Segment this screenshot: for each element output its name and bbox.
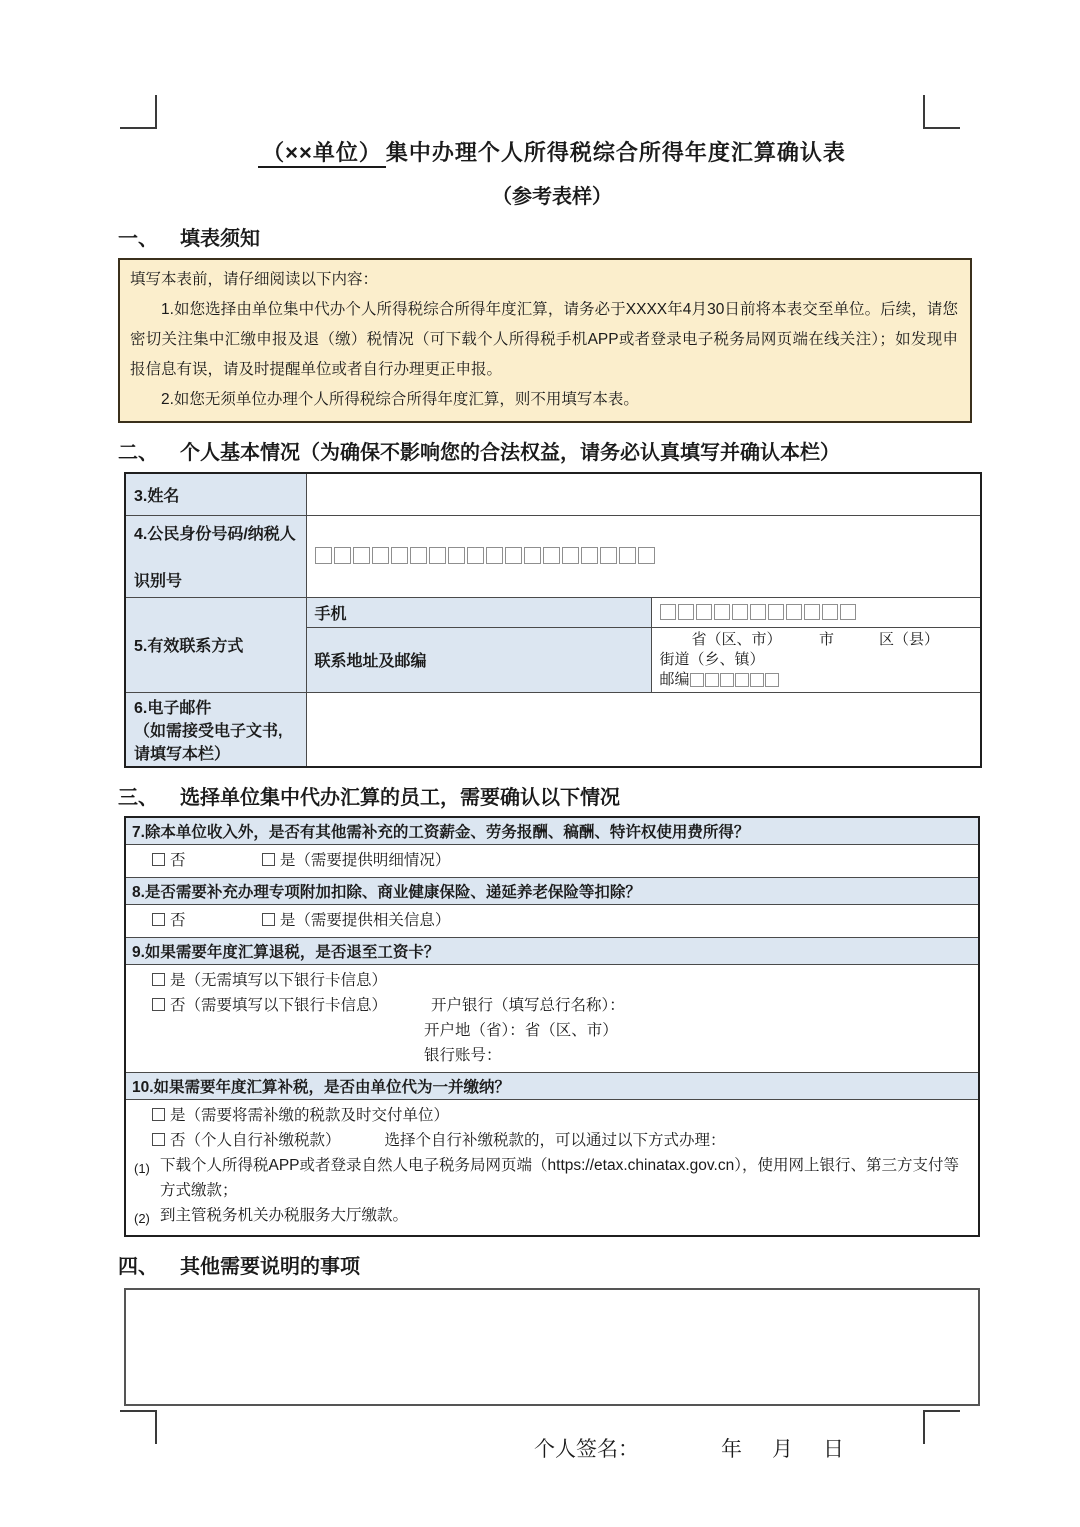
id-number-label-line2: 识别号 [134,573,183,590]
id-number-label-line1: 4.公民身份号码/纳税人 [134,526,296,543]
notice-box [118,258,972,423]
pay-method-2-number: (2) [134,1210,150,1226]
option-label: 是（需要提供明细情况） [279,851,451,869]
pay-method-1 [134,1153,978,1203]
postcode-digit-boxes [690,671,780,688]
id-digit-box[interactable] [505,547,522,564]
question-7-option-yes[interactable] [262,852,451,869]
mobile-digit-box[interactable] [696,604,712,620]
table-row [125,515,981,597]
notice-intro: 填写本表前，请仔细阅读以下内容： [130,271,379,288]
section-4-number: 四、 [118,1255,158,1278]
checkbox-icon[interactable] [152,998,165,1011]
question-9-answers [126,964,978,1072]
basic-info-table [124,472,982,768]
id-digit-box[interactable] [334,547,351,564]
question-9-option-yes[interactable] [152,968,978,993]
id-digit-box[interactable] [353,547,370,564]
id-digit-box[interactable] [486,547,503,564]
question-10-option-no[interactable] [152,1132,341,1149]
mobile-digit-box[interactable] [750,604,766,620]
question-8-option-no[interactable] [152,912,186,929]
mobile-digit-box[interactable] [822,604,838,620]
signature-day-label: 日 [823,1437,844,1461]
id-number-label [125,515,306,597]
id-digit-box[interactable] [448,547,465,564]
option-label: 否 [170,851,186,869]
address-input-cell[interactable] [651,627,981,692]
section-3-label: 选择单位集中代办汇算的员工，需要确认以下情况 [180,786,620,809]
name-label: 3.姓名 [125,473,306,515]
mobile-label: 手机 [306,597,651,627]
question-8-header: 8.是否需要补充办理专项附加扣除、商业健康保险、递延养老保险等扣除？ [126,877,978,904]
question-10-header: 10.如果需要年度汇算补税，是否由单位代为一并缴纳？ [126,1072,978,1099]
question-7-header: 7.除本单位收入外，是否有其他需补充的工资薪金、劳务报酬、稿酬、特许权使用费所得？ [126,818,978,844]
id-number-input-cell[interactable] [306,515,981,597]
notice-item-2: 2.如您无须单位办理个人所得税综合所得年度汇算，则不用填写本表。 [161,391,639,408]
table-row [125,692,981,767]
checkbox-icon[interactable] [152,973,165,986]
id-digit-box[interactable] [619,547,636,564]
email-label [125,692,306,767]
name-input-cell[interactable] [306,473,981,515]
address-label: 联系地址及邮编 [306,627,651,692]
id-digit-box[interactable] [315,547,332,564]
option-label: 否（需要填写以下银行卡信息） [170,996,388,1014]
self-pay-note: 选择个自行补缴税款的，可以通过以下方式办理： [384,1131,726,1149]
signature-line [124,1433,980,1463]
section-1-heading [118,222,980,251]
section-3-number: 三、 [118,786,158,809]
questions-table [124,816,980,1237]
form-title-rest: 集中办理个人所得税综合所得年度汇算确认表 [385,140,846,165]
id-digit-boxes [315,547,657,564]
option-label: 否 [170,911,186,929]
id-digit-box[interactable] [600,547,617,564]
id-digit-box[interactable] [429,547,446,564]
section-2-heading [118,436,980,465]
bank-province-label[interactable]: 开户地（省）：省（区、市） [424,1021,618,1039]
option-label: 是（需要提供相关信息） [279,911,451,929]
question-9-header: 9.如果需要年度汇算退税，是否退至工资卡？ [126,937,978,964]
section-4-label: 其他需要说明的事项 [180,1255,360,1278]
pay-method-1-number: (1) [134,1160,150,1176]
id-digit-box[interactable] [391,547,408,564]
mobile-digit-box[interactable] [786,604,802,620]
postcode-digit-box[interactable] [765,673,779,687]
question-7-option-no[interactable] [152,852,186,869]
checkbox-icon[interactable] [152,853,165,866]
remarks-input-box[interactable] [124,1288,980,1406]
question-9-option-no-line [152,993,978,1018]
question-8-option-yes[interactable] [262,912,451,929]
id-digit-box[interactable] [638,547,655,564]
address-line-1: 省（区、市） 市 区（县） [691,630,940,648]
mobile-digit-box[interactable] [840,604,856,620]
email-label-line1: 6.电子邮件 [134,699,212,717]
bank-account-label[interactable]: 银行账号： [424,1046,502,1064]
question-8-answers [126,904,978,937]
crop-mark-top-right-icon [923,95,960,129]
mobile-input-cell[interactable] [651,597,981,627]
crop-mark-top-left-icon [120,95,157,129]
table-row [125,473,981,515]
option-label: 是（需要将需补缴的税款及时交付单位） [170,1106,450,1124]
section-1-number: 一、 [118,228,158,250]
mobile-digit-box[interactable] [678,604,694,620]
signature-month-label: 月 [772,1437,793,1461]
mobile-digit-box[interactable] [732,604,748,620]
id-digit-box[interactable] [543,547,560,564]
id-digit-box[interactable] [467,547,484,564]
postcode-digit-box[interactable] [690,673,704,687]
pay-method-1-text: 下载个人所得税APP或者登录自然人电子税务局网页端（https://etax.chinatax.gov.cn），使用网上银行、第三方支付等方式缴款； [160,1156,959,1199]
id-digit-box[interactable] [410,547,427,564]
question-10-answers [126,1099,978,1235]
checkbox-icon[interactable] [262,913,275,926]
question-9-option-no[interactable] [152,997,387,1014]
address-line-2: 街道（乡、镇） [659,650,765,668]
id-digit-box[interactable] [372,547,389,564]
email-label-line2: （如需接受电子文书, [134,722,283,740]
signature-label[interactable]: 个人签名： [534,1437,639,1461]
form-title-unit: （××单位） [258,140,386,168]
postcode-digit-box[interactable] [750,673,764,687]
question-10-option-yes[interactable] [152,1103,978,1128]
section-3-heading [118,781,980,810]
email-label-line3: 请填写本栏） [134,745,231,763]
pay-method-2 [134,1203,978,1231]
mobile-digit-box[interactable] [714,604,730,620]
form-content [118,130,980,1463]
postcode-digit-box[interactable] [720,673,734,687]
question-10-option-no-line [152,1128,978,1153]
mobile-digit-box[interactable] [768,604,784,620]
contact-label: 5.有效联系方式 [125,597,306,692]
section-1-label: 填表须知 [180,228,260,250]
mobile-digit-box[interactable] [660,604,676,620]
checkbox-icon[interactable] [152,1133,165,1146]
option-label: 否（个人自行补缴税款） [170,1131,341,1149]
signature-year-label: 年 [721,1437,742,1461]
id-digit-box[interactable] [524,547,541,564]
section-2-number: 二、 [118,442,158,464]
section-2-label: 个人基本情况（为确保不影响您的合法权益，请务必认真填写并确认本栏） [180,442,840,464]
id-digit-box[interactable] [581,547,598,564]
checkbox-icon[interactable] [262,853,275,866]
form-title [124,136,980,167]
postcode-digit-box[interactable] [735,673,749,687]
postcode-label: 邮编 [659,670,690,688]
notice-item-1: 1.如您选择由单位集中代办个人所得税综合所得年度汇算，请务必于XXXX年4月30日前将本表交至单位。后续，请您密切关注集中汇缴申报及退（缴）税情况（可下载个人所得税手机APP或者登录电子税务局网页端在线关注）；如发现申报信息有误，请及时提醒单位或者自行办理更正申报。 [130,301,958,378]
section-4-heading [118,1250,980,1279]
table-row [125,597,981,627]
pay-method-2-text: 到主管税务机关办税服务大厅缴款。 [160,1206,409,1224]
id-digit-box[interactable] [562,547,579,564]
mobile-digit-box[interactable] [804,604,820,620]
checkbox-icon[interactable] [152,1108,165,1121]
email-input-cell[interactable] [306,692,981,767]
postcode-digit-box[interactable] [705,673,719,687]
checkbox-icon[interactable] [152,913,165,926]
form-subtitle: （参考表样） [492,186,612,208]
address-postcode-line [660,670,973,690]
question-7-answers [126,844,978,877]
mobile-digit-boxes [660,603,858,620]
bank-name-label[interactable]: 开户银行（填写总行名称）： [431,996,625,1014]
option-label: 是（无需填写以下银行卡信息） [170,971,388,989]
